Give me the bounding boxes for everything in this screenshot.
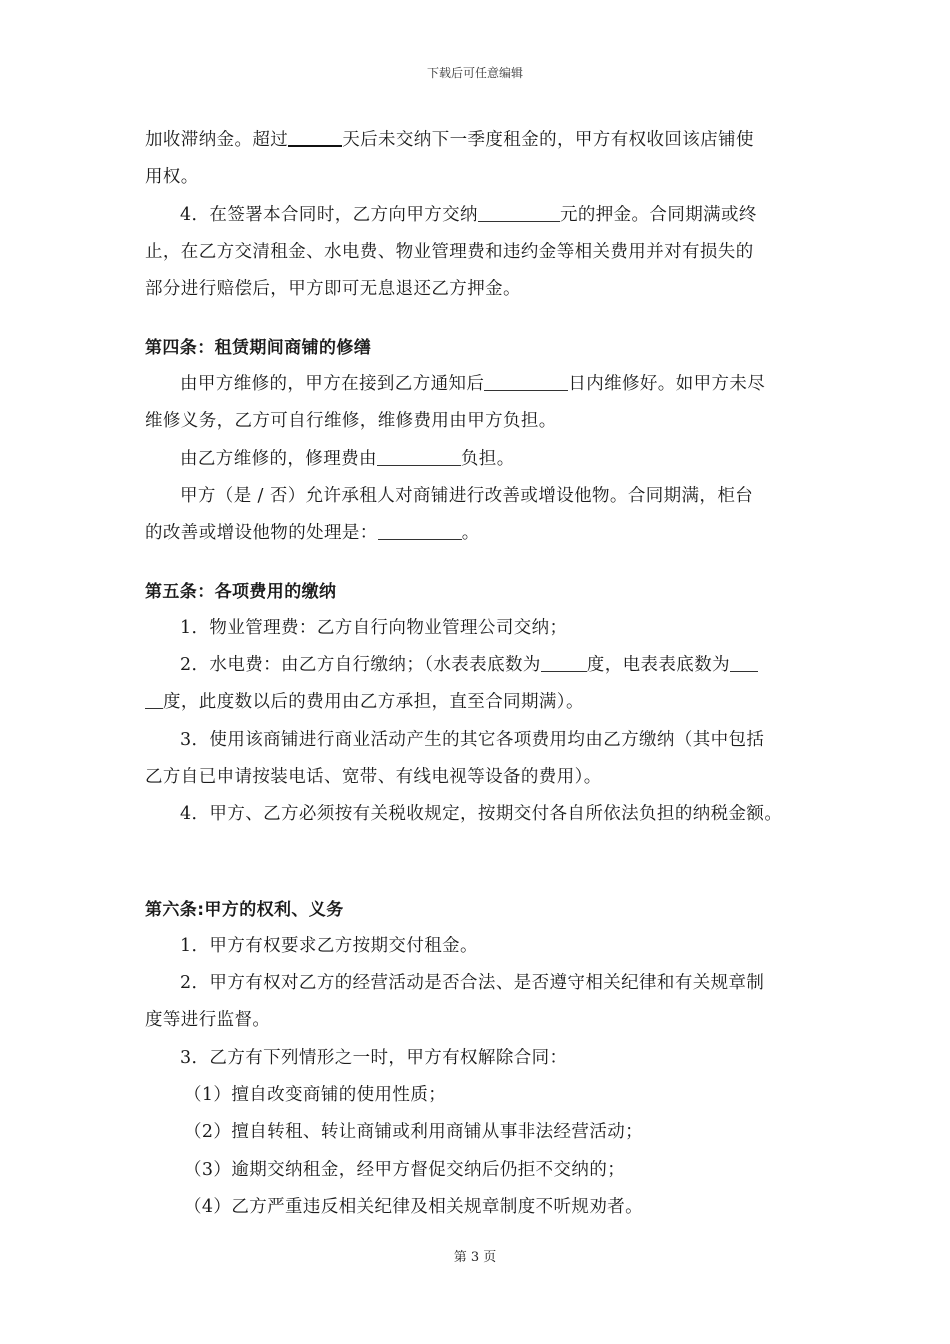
fill-blank-deposit xyxy=(478,203,560,222)
text-segment: 加收滞纳金。超过 xyxy=(145,130,289,150)
paragraph-line: 乙方自已申请按装电话、宽带、有线电视等设备的费用）。 xyxy=(145,767,602,787)
fill-blank-water-meter xyxy=(541,653,587,672)
fill-blank-electric-meter-cont xyxy=(145,690,163,709)
text-segment: 的改善或增设他物的处理是： xyxy=(145,523,378,543)
paragraph-line: 4．甲方、乙方必须按有关税收规定，按期交付各自所依法负担的纳税金额。 xyxy=(180,804,783,824)
text-segment: 度，电表表底数为 xyxy=(586,655,730,675)
paragraph-line xyxy=(180,370,765,395)
list-item: （4）乙方严重违反相关纪律及相关规章制度不听规劝者。 xyxy=(184,1197,644,1217)
list-item: （3）逾期交纳租金，经甲方督促交纳后仍拒不交纳的； xyxy=(184,1160,626,1180)
paragraph-line xyxy=(145,519,480,544)
list-item: （2）擅自转租、转让商铺或利用商铺从事非法经营活动； xyxy=(184,1122,644,1142)
list-item: （1）擅自改变商铺的使用性质； xyxy=(184,1085,447,1105)
paragraph-line: 1．甲方有权要求乙方按期交付租金。 xyxy=(180,936,478,956)
paragraph-line xyxy=(180,651,758,676)
fill-blank-days xyxy=(288,127,342,147)
text-segment: 由乙方维修的，修理费由 xyxy=(180,449,377,469)
text-segment: 2．水电费：由乙方自行缴纳；（水表表底数为 xyxy=(180,655,541,675)
text-segment: 。 xyxy=(461,523,480,543)
paragraph-line: 3．使用该商铺进行商业活动产生的其它各项费用均由乙方缴纳（其中包括 xyxy=(180,730,765,750)
fill-blank-improvement xyxy=(378,521,462,540)
section-heading-5: 第五条：各项费用的缴纳 xyxy=(145,582,337,602)
text-segment: 天后未交纳下一季度租金的，甲方有权收回该店铺使 xyxy=(342,130,754,150)
paragraph-line: 甲方（是 / 否）允许承租人对商铺进行改善或增设他物。合同期满，柜台 xyxy=(180,486,754,506)
paragraph-line xyxy=(145,126,754,151)
text-segment: 由甲方维修的，甲方在接到乙方通知后 xyxy=(180,374,485,394)
text-segment: 日内维修好。如甲方未尽 xyxy=(568,374,766,394)
section-heading-4: 第四条：租赁期间商铺的修缮 xyxy=(145,338,372,358)
text-segment: 负担。 xyxy=(460,449,515,469)
paragraph-line xyxy=(180,201,757,226)
paragraph-line: 2．甲方有权对乙方的经营活动是否合法、是否遵守相关纪律和有关规章制 xyxy=(180,973,765,993)
page-header-note: 下载后可任意编辑 xyxy=(426,66,523,80)
text-segment: 度，此度数以后的费用由乙方承担，直至合同期满）。 xyxy=(163,692,584,712)
paragraph-line: 1．物业管理费：乙方自行向物业管理公司交纳； xyxy=(180,618,568,638)
paragraph-line: 度等进行监督。 xyxy=(145,1010,271,1030)
section-heading-6: 第六条:甲方的权利、义务 xyxy=(145,900,344,920)
paragraph-line xyxy=(180,445,515,470)
text-segment: 4．在签署本合同时，乙方向甲方交纳 xyxy=(180,205,478,225)
text-segment: 元的押金。合同期满或终 xyxy=(559,205,757,225)
paragraph-line: 维修义务，乙方可自行维修，维修费用由甲方负担。 xyxy=(145,411,557,431)
paragraph-line: 部分进行赔偿后，甲方即可无息退还乙方押金。 xyxy=(145,279,521,299)
fill-blank-electric-meter xyxy=(730,653,758,672)
paragraph-line xyxy=(145,688,584,713)
paragraph-line: 止，在乙方交清租金、水电费、物业管理费和违约金等相关费用并对有损失的 xyxy=(145,242,754,262)
fill-blank-repair-payer xyxy=(377,447,461,466)
page-number: 第 3 页 xyxy=(453,1250,497,1265)
fill-blank-repair-days xyxy=(484,372,568,391)
paragraph-line: 用权。 xyxy=(145,167,199,187)
paragraph-line: 3．乙方有下列情形之一时，甲方有权解除合同： xyxy=(180,1048,568,1068)
